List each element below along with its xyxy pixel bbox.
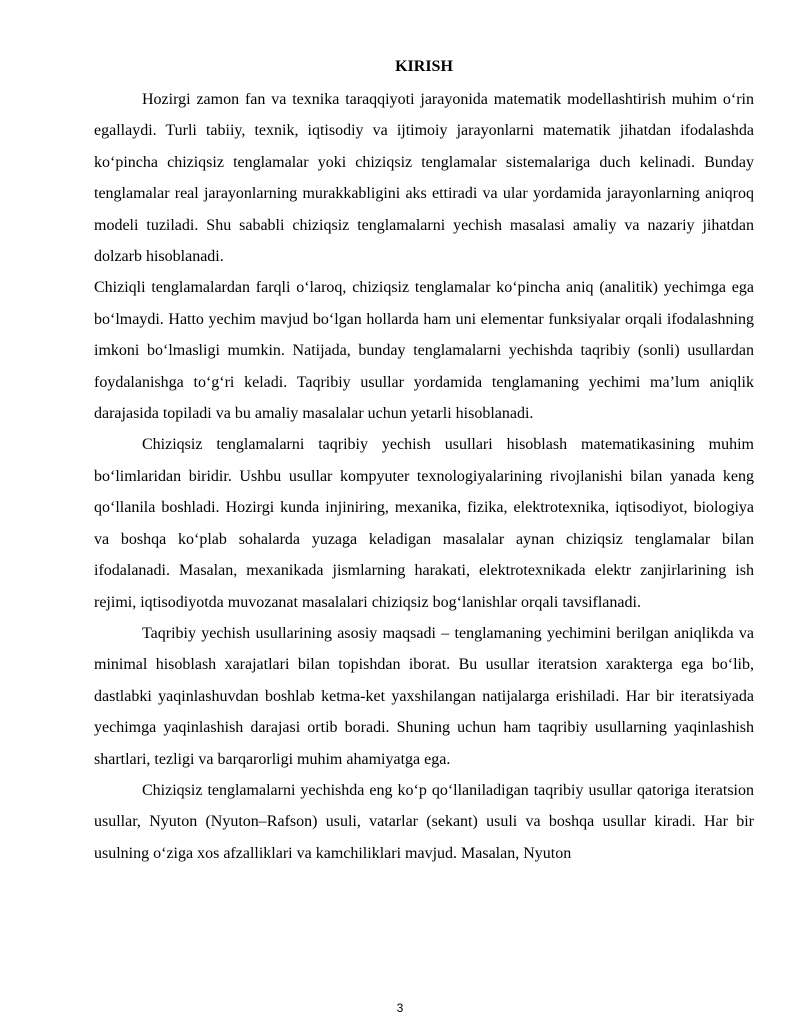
page-number: 3 <box>396 1001 404 1015</box>
document-page <box>94 56 754 869</box>
paragraph-2: Chiziqli tenglamalardan farqli o‘laroq, chiziqsiz tenglamalar ko‘pincha aniq (analitik) yechimga ega bo‘lmaydi. Hatto yechim mavjud bo‘lgan hollarda ham uni elementar funksiyalar orqali ifodalashning imkoni bo‘lmasligi mumkin. Natijada, bunday tenglamalarni yechishda taqribiy (sonli) usullardan foydalanishga to‘g‘ri keladi. Taqribiy usullar yordamida tenglamaning yechimi ma’lum aniqlik darajasida topiladi va bu amaliy masalalar uchun yetarli hisoblanadi. <box>94 279 754 423</box>
paragraph-5: Chiziqsiz tenglamalarni yechishda eng ko‘p qo‘llaniladigan taqribiy usullar qatoriga iteratsion usullar, Nyuton (Nyuton–Rafson) usuli, vatarlar (sekant) usuli va boshqa usullar kiradi. Har bir usulning o‘ziga xos afzalliklari va kamchiliklari mavjud. Masalan, Nyuton <box>94 781 754 862</box>
paragraph-1: Hozirgi zamon fan va texnika taraqqiyoti jarayonida matematik modellashtirish muhim o‘rin egallaydi. Turli tabiiy, texnik, iqtisodiy va ijtimoiy jarayonlarni matematik jihatdan ifodalashda ko‘pincha chiziqsiz tenglamalar yoki chiziqsiz tenglamalar sistemalariga duch kelinadi. Bunday tenglamalar real jarayonlarning murakkabligini aks ettiradi va ular yordamida jarayonlarning aniqroq modeli tuziladi. Shu sababli chiziqsiz tenglamalarni yechish masalasi amaliy va nazariy jihatdan dolzarb hisoblanadi. <box>94 91 754 266</box>
paragraph-4: Taqribiy yechish usullarining asosiy maqsadi – tenglamaning yechimini berilgan aniqlikda va minimal hisoblash xarajatlari bilan topishdan iborat. Bu usullar iteratsion xarakterga ega bo‘lib, dastlabki yaqinlashuvdan boshlab ketma-ket yaxshilangan natijalarga erishiladi. Har bir iteratsiyada yechimga yaqinlashish darajasi ortib boradi. Shuning uchun ham taqribiy usullarning yaqinlashish shartlari, tezligi va barqarorligi muhim ahamiyatga ega. <box>94 624 754 768</box>
page-title: KIRISH <box>395 58 453 75</box>
paragraph-3: Chiziqsiz tenglamalarni taqribiy yechish usullari hisoblash matematikasining muhim bo‘limlaridan biridir. Ushbu usullar kompyuter texnologiyalarining rivojlanishi bilan yanada keng qo‘llanila boshladi. Hozirgi kunda injiniring, mexanika, fizika, elektrotexnika, iqtisodiyot, biologiya va boshqa ko‘plab sohalarda yuzaga keladigan masalalar aynan chiziqsiz tenglamalar bilan ifodalanadi. Masalan, mexanikada jismlarning harakati, elektrotexnikada elektr zanjirlarining ish rejimi, iqtisodiyotda muvozanat masalalari chiziqsiz bog‘lanishlar orqali tavsiflanadi. <box>94 436 754 611</box>
